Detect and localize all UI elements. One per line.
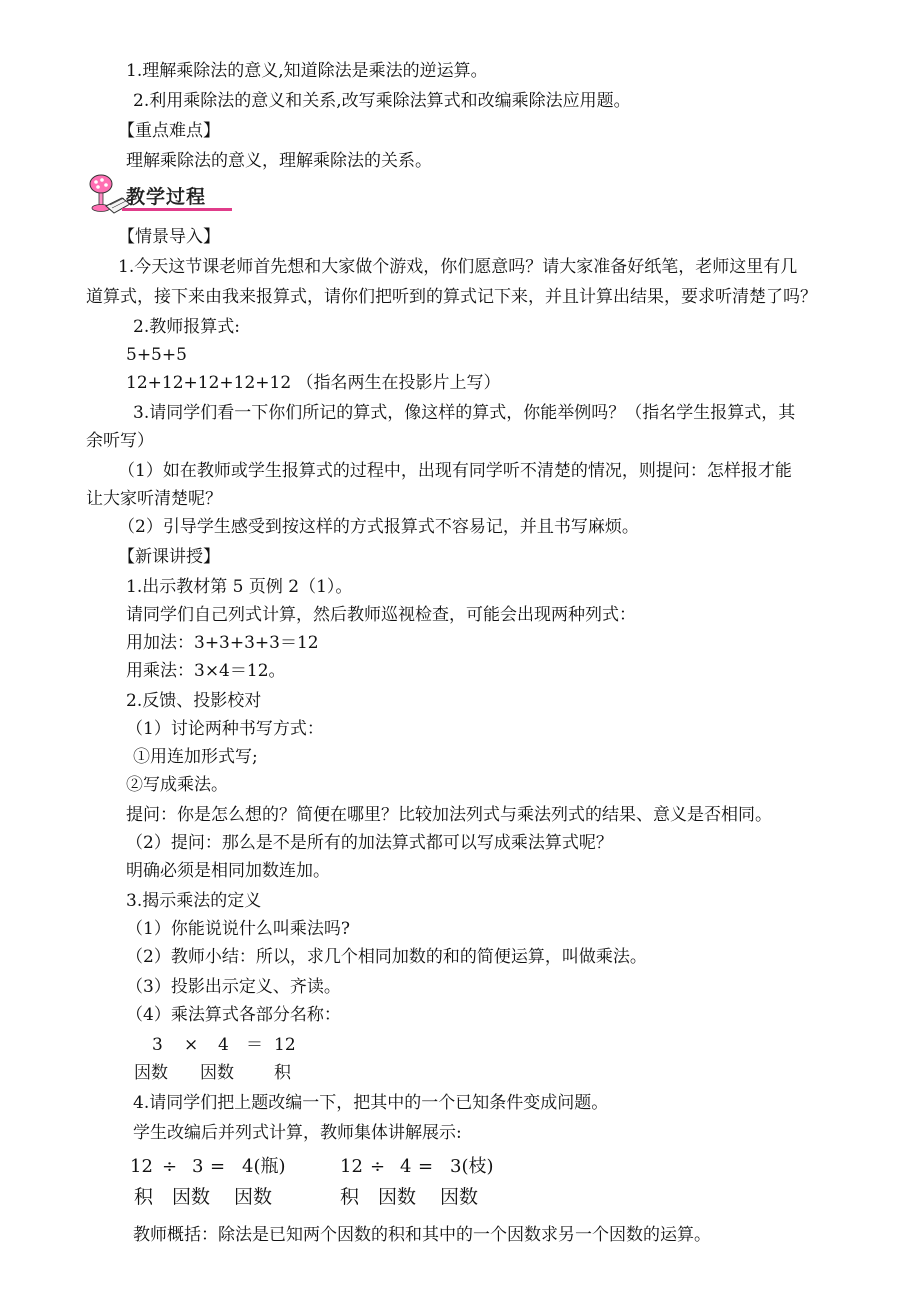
- new-lesson-heading: 【新课讲授】: [118, 547, 220, 567]
- mult-name-b: 因数: [200, 1063, 234, 1083]
- intro-expr1: 5+5+5: [126, 345, 187, 365]
- key-points-text: 理解乘除法的意义，理解乘除法的关系。: [126, 151, 432, 171]
- div1-name-b: 因数: [172, 1186, 211, 1208]
- lesson-l18: 学生改编后并列式计算，教师集体讲解展示:: [133, 1123, 462, 1143]
- intro-s2: （2）引导学生感受到按这样的方式报算式不容易记，并且书写麻烦。: [118, 517, 639, 537]
- key-points-heading: 【重点难点】: [118, 121, 220, 141]
- mult-factor-a: 3: [152, 1035, 163, 1055]
- mult-name-c: 积: [274, 1063, 291, 1083]
- intro-p1-line2: 道算式，接下来由我来报算式，请你们把听到的算式记下来，并且计算出结果，要求听清楚了吗？: [86, 287, 817, 307]
- div2-operator: ÷: [370, 1156, 386, 1177]
- mult-factor-b: 4: [218, 1035, 229, 1055]
- div2-dividend: 12: [340, 1156, 363, 1177]
- div1-quotient: 4(瓶): [242, 1156, 286, 1177]
- lesson-l13: （1）你能说说什么叫乘法吗?: [126, 919, 350, 939]
- div2-quotient: 3(枝): [450, 1156, 494, 1177]
- lesson-l1: 1.出示教材第 5 页例 2（1）。: [126, 577, 353, 597]
- div2-name-b: 因数: [378, 1186, 417, 1208]
- section-banner: [86, 172, 234, 218]
- goal-1: 1.理解乘除法的意义,知道除法是乘法的逆运算。: [126, 61, 488, 81]
- div2-name-a: 积: [340, 1186, 360, 1208]
- intro-heading: 【情景导入】: [118, 227, 220, 247]
- div1-equals: =: [210, 1156, 226, 1177]
- div2-name-c: 因数: [440, 1186, 479, 1208]
- mult-product: 12: [274, 1035, 296, 1055]
- intro-p3-line2: 余听写）: [86, 431, 154, 451]
- banner-underline: [122, 208, 232, 211]
- div1-divisor: 3: [192, 1156, 204, 1177]
- intro-expr2: 12+12+12+12+12 （指名两生在投影片上写）: [126, 373, 501, 393]
- lesson-l10: （2）提问：那么是不是所有的加法算式都可以写成乘法算式呢？: [126, 833, 613, 853]
- intro-s1-line1: （1）如在教师或学生报算式的过程中，出现有同学听不清楚的情况，则提问：怎样报才能: [118, 461, 792, 481]
- div2-equals: =: [418, 1156, 434, 1177]
- lesson-l6: （1）讨论两种书写方式：: [126, 719, 324, 739]
- lesson-l12: 3.揭示乘法的定义: [126, 891, 262, 911]
- mult-operator: ×: [184, 1035, 199, 1055]
- section-title: 教学过程: [126, 186, 207, 208]
- div1-name-a: 积: [134, 1186, 154, 1208]
- lesson-l3: 用加法：3+3+3+3＝12: [126, 633, 319, 653]
- goal-2: 2.利用乘除法的意义和关系,改写乘除法算式和改编乘除法应用题。: [133, 91, 631, 111]
- lesson-l15: （3）投影出示定义、齐读。: [126, 977, 341, 997]
- lesson-l17: 4.请同学们把上题改编一下，把其中的一个已知条件变成问题。: [133, 1093, 609, 1113]
- div1-operator: ÷: [162, 1156, 178, 1177]
- lesson-l14: （2）教师小结：所以，求几个相同加数的和的简便运算，叫做乘法。: [126, 947, 647, 967]
- lesson-l16: （4）乘法算式各部分名称：: [126, 1005, 341, 1025]
- intro-p1-line1: 1.今天这节课老师首先想和大家做个游戏，你们愿意吗？请大家准备好纸笔，老师这里有几: [118, 257, 798, 277]
- lesson-l11: 明确必须是相同加数连加。: [126, 861, 330, 881]
- mult-equals: ＝: [246, 1035, 263, 1055]
- div1-name-c: 因数: [234, 1186, 273, 1208]
- div1-dividend: 12: [130, 1156, 153, 1177]
- lesson-l5: 2.反馈、投影校对: [126, 691, 262, 711]
- intro-p2: 2.教师报算式:: [133, 317, 240, 337]
- lesson-l2: 请同学们自己列式计算，然后教师巡视检查，可能会出现两种列式：: [126, 605, 636, 625]
- lesson-l7: ①用连加形式写;: [133, 747, 258, 767]
- div2-divisor: 4: [400, 1156, 412, 1177]
- mult-name-a: 因数: [134, 1063, 168, 1083]
- intro-p3-line1: 3.请同学们看一下你们所记的算式，像这样的算式，你能举例吗？（指名学生报算式，其: [133, 403, 796, 423]
- lesson-l4: 用乘法：3×4＝12。: [126, 661, 286, 681]
- intro-s1-line2: 让大家听清楚呢？: [86, 489, 222, 509]
- lesson-l8: ②写成乘法。: [126, 775, 228, 795]
- lesson-summary: 教师概括：除法是已知两个因数的积和其中的一个因数求另一个因数的运算。: [133, 1225, 711, 1245]
- lesson-l9: 提问：你是怎么想的？简便在哪里？比较加法列式与乘法列式的结果、意义是否相同。: [126, 805, 772, 825]
